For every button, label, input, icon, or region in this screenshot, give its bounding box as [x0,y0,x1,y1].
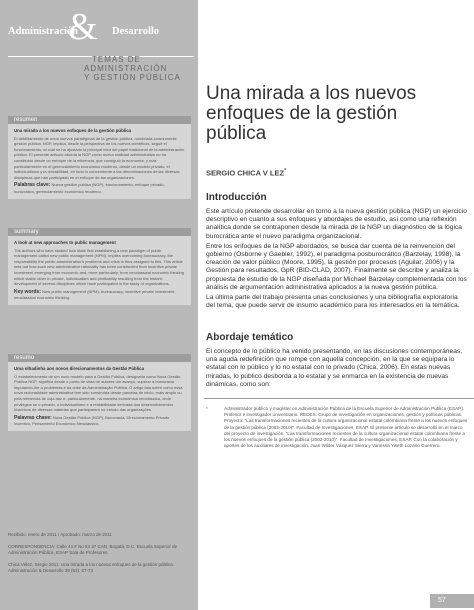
resumen-label: resumen [8,116,191,124]
received-date: Recibido: enero de 2011 / Aprobado: marzo de 2011 [8,532,112,537]
summary-label: summary [8,228,191,236]
resumen-text: El debilitamiento de unos nuevos paradigmas de la gestión pública, nombrada comúnmente gestión pública, NGP, implica, desde la perspectiva de los nuevos científicos, seguir el funcionamiento, al cual se ha ajustado la principal idea del papel tradicional de la administración pública. El presente artículo aborda la NGP como nueva realidad administrativa no ha constituido desde un enfoque de la eficiencia, que consiguió la economía, y más particularmente en el gerenciamiento económico moderno, desde un modelo privado, el individualismo y la rentabilidad, en todo lo concerniente a las denominaciones de las diversas disciplinas que han participado en el enfoque de las organizaciones. [14,135,185,180]
journal-masthead [8,2,196,57]
intro-paragraph-3: La última parte del trabajo presenta unas conclusiones y una bibliografía exploratoria del tema, que puede servir de insumo académico para los interesados en la temática. [206,294,460,310]
correspondence [8,544,191,556]
intro-text [206,208,468,312]
author-name: SERGIO CHICA V LEZ [206,168,285,178]
summary-keywords [14,289,185,301]
masthead-ampersand: & [68,6,98,48]
footnote-mark: * [206,406,208,411]
article-metadata [8,532,191,580]
summary-title: A look at new approaches to public management [14,240,116,245]
series-line-3: Y GESTIÓN PÚBLICA [84,73,181,82]
topic-text [206,348,468,391]
resumo-body [8,362,191,431]
resumo-keywords-text: Nova Gestão Pública (NGP), Burocracia, Direcionamento Privado Incentivo, Pensamento Econômico Neoclássico. [14,414,170,427]
article-title: Una mirada a los nuevos enfoques de la gestión pública [206,83,417,144]
topic-paragraph-1: El concepto de lo público ha venido presentando, en las discusiones contemporáneas, una aguda redefinición que rompe con aquella concepción, en la que se equipara lo estatal con lo público y lo no estatal con lo privado (Chica, 2006). En estas nuevas miradas, lo público desborda a lo estatal y se enmarca en la existencia de nuevas dinámicas, como son: [206,348,463,388]
intro-paragraph-2: Entre los enfoques de la NGP abordados, se busca dar cuenta de la reinvención del gobierno (Osborne y Gaebler, 1992), el paradigma posburocrático (Barzelay, 1998), la creación de valor público (Moore, 1995), la gestión por procesos (Aguilar, 2006) y la Gestión para resultados, GpR (BID-CLAD, 2007). Finalmente se describe y analiza la propuesta de estudio de la NGP diseñada por Michael Barzelay complementada con los análisis de argumentación administrativa aplicados a la nueva gestión pública. [206,242,467,291]
resumo-label: resumo [8,354,191,362]
resumen-keywords [14,182,185,194]
resumen-panel [8,116,191,199]
journal-series [84,55,196,82]
correspondence-label: CORRESPONDENCIA: [8,544,56,549]
masthead-left-word: Administración [8,26,79,37]
summary-panel [8,228,191,305]
author-footnote-mark: * [284,168,287,174]
series-line-2: ADMINISTRACIÓN [84,64,168,73]
resumo-keywords-label: Palavras chave: [14,414,52,421]
resumen-keywords-text: Nueva gestión pública (NGP), funcionamiento, enfoque privado-burocrático, gerenciamiento económico moderno. [14,182,165,194]
resumo-title: Uma olhadinha aos novos direcionamentos da Gestão Pública [14,366,145,371]
resumo-keywords [14,415,185,427]
citation: Chica Vélez, Sergio 2011: Una mirada a los nuevos enfoques de la gestión pública. Administración & Desarrollo 39 (53): 57-74 [8,562,175,573]
resumo-panel [8,354,191,431]
summary-text: The authors who have studied how state that establishing a new paradigm of public management called new public management (NPM), implies overcoming bureaucracy, the responsibility the public administration's problems and crisis is thus assigned to this. This article sets out how such new administrative rationality has been constructed from incentive private investment emerging from economic and, more particularly, from neoclassical economic thinking which stable other in private, individualism and profitability resulting from the historic development of several disciplines which have participated in the study of organizations. [14,247,184,287]
intro-heading: Introducción [206,192,267,203]
masthead-right-word: Desarrollo [112,26,160,37]
main-column [204,0,474,610]
resumo-text: O estabelecimento de um novo modelo para a Gestão Pública, designada como Nova Gestão Pública NGP, significa desde o ponto de vista de autores um avanço, superar a burocracia imputando-lhe a problemas e da crise da Administração Pública. O artigo fala sobre como essa nova racionalidade administrativa tem sido construída desde parcelas de inicio, mais amplo ou pela referencia de cuja raiz é, particularmente, na maneira econômica neoclássica, onde privilégios se o privado, o individualismo e a rentabilidade derivada dos desenvolvimentos históricos de diversas matérias que participaram no estudo das organizações. [14,373,183,413]
footnote [206,406,468,449]
resumen-title: Una mirada a los nuevos enfoques de la gestión pública [14,128,132,133]
correspondence-address: Calle 44 # No 53 37 CAN, Bogotá, D.C. Escuela Superior de Administración Pública, ESAP Sala de Profesores [8,544,178,555]
page-number: 57 [430,594,474,608]
footnote-separator [204,398,474,399]
resumen-body [8,124,191,199]
summary-body [8,236,191,305]
summary-keywords-text: New public management (NPM), bureaucracy, incentive private investment, neoclassical economic thinking. [14,288,176,301]
series-line-1: TEMAS DE [92,55,141,64]
article-author [206,168,286,178]
intro-paragraph-1: Este artículo pretende desarrollar en torno a la nueva gestión pública (NGP) un ejercicio descriptivo en cuanto a sus enfoques y abordajes de estudio, así como una reflexión analítica donde se contraponen desde la mirada de la NGP un diagnóstico de la lógica burocrática ante el nuevo paradigma organizacional. [206,208,467,240]
left-sidebar [0,0,198,610]
footnote-text: Administrador público y magíster en Administración Pública de la Escuela Superior de Administración Pública (ESAP). Profesor e investigador universitario. REDES: Grupo de investigación en organizaciones, gestión y políticas públicas. Proyecto: "Las transformaciones recientes de la cultura organizacional estatal colombiana frente a los nuevos enfoques de la gestión pública (2002-2010)". Facultad de Investigaciones. ESAP. El presente artículo se desarrolló en el marco del proyecto de investigación: "Las transformaciones recientes de la cultura organizacional estatal colombiana frente a los nuevos enfoques de la gestión pública (2002-2010)". Facultad de Investigaciones, ESAP. Con la colaboración y aportes de los auxiliares de investigación, Juan Wilder Vásquez Sierra y Vanessa Yiseth Lozano Guerrero. [224,406,468,449]
summary-keywords-label: Key words: [14,288,41,295]
resumen-keywords-label: Palabras clave: [14,182,51,189]
topic-heading: Abordaje temático [206,332,294,343]
